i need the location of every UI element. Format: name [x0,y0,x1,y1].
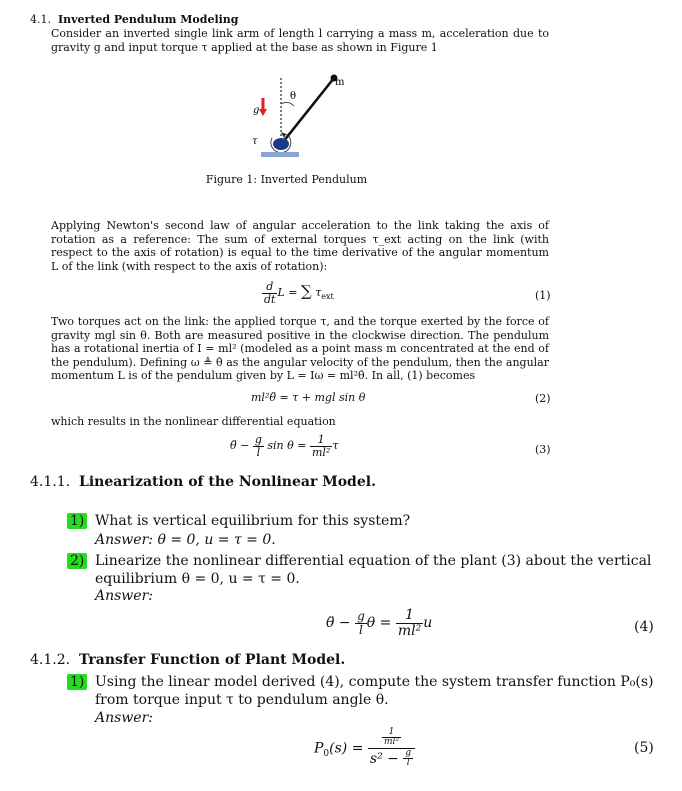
answer-1-value: θ = 0, u = τ = 0. [157,532,276,548]
subsection-2-number: 4.1.2. [30,652,71,668]
question-2-badge: 2) [67,553,87,569]
mass-label: m [335,77,345,88]
subsection-linearization [30,473,376,491]
equation-4: θ̈ − $\frac{g}{l}$ θ = $\frac{1}{\text{ml²}}$ u [326,607,433,639]
question-3-text: Using the linear model derived (4), compute the system transfer function P₀(s) from torque input τ to pendulum angle θ. [95,674,654,708]
equation-1-number: (1) [535,289,551,302]
paragraph-nonlinear: which results in the nonlinear differential equation [51,415,336,428]
equation-2: ml²θ̈ = τ + mgl sin θ [251,391,366,404]
question-3 [67,673,87,691]
pivot-joint [273,138,289,150]
subsection-transfer-function [30,651,345,669]
answer-1 [95,531,276,549]
equation-4-number: (4) [634,619,654,635]
question-1-text: What is vertical equilibrium for this system? [95,513,411,529]
figure-caption: Figure 1: Inverted Pendulum [205,173,368,186]
paragraph-newton: Applying Newton's second law of angular acceleration to the link taking the axis of rotation as a reference: The sum of external torques τ_ext acting on the link (with respect to the axis of rotation) is equal to the time derivative of the angular momentum L of the link (with respect to the axis of rotation): [51,219,549,273]
intro-paragraph: Consider an inverted single link arm of length l carrying a mass m, acceleration due to gravity g and input torque τ applied at the base as shown in Figure 1 [51,27,549,54]
equation-5: $P_0(s)$ = $\frac{1}{\text{ml²}}$ s² − $\frac{g}{l}$ [314,728,415,769]
gravity-arrow-icon [259,109,267,116]
subsection-2-title: Transfer Function of Plant Model. [78,652,346,668]
question-3-badge: 1) [67,674,87,690]
inverted-pendulum-figure [240,68,360,163]
answer-2-label: Answer: [95,588,153,604]
pendulum-base [261,152,299,157]
equation-1: $\frac{d}{dt}$ L = ∑ $\tau_{ext}$ [264,280,334,306]
theta-arc [281,102,294,106]
equation-3: θ̈ − $\frac{g}{l}$ sin θ = $\frac{1}{\text{ml²}}$ τ [230,433,339,459]
question-1 [67,512,87,530]
question-1-badge: 1) [67,513,87,529]
equation-2-number: (2) [535,392,551,405]
equation-3-number: (3) [535,443,551,456]
equation-5-number: (5) [634,740,654,756]
pendulum-link [283,78,334,142]
section-heading [30,13,239,27]
question-2 [67,552,87,570]
section-number: 4.1. [30,13,51,26]
answer-3-label: Answer: [95,710,153,726]
gravity-label: g [253,105,260,116]
section-title: Inverted Pendulum Modeling [58,13,239,26]
subsection-1-number: 4.1.1. [30,474,71,490]
paragraph-torques: Two torques act on the link: the applied torque τ, and the torque exerted by the force of gravity mgl sin θ. Both are measured positive in the clockwise direction. The pendulum has a rotational inertia of I = ml² (modeled as a point mass m concentrated at the end of the pendulum). Defining ω ≜ θ̇ as the angular velocity of the pendulum, then the angular momentum L is of the pendulum given by L = Iω = ml²θ̇. In all, (1) becomes [51,315,549,383]
theta-label: θ [290,91,297,102]
subsection-1-title: Linearization of the Nonlinear Model. [78,474,376,490]
answer-1-label: Answer: [95,532,153,548]
question-2-text: Linearize the nonlinear differential equation of the plant (3) about the vertical equilibrium θ = 0, u = τ = 0. [95,553,652,587]
torque-label: τ [252,136,258,147]
